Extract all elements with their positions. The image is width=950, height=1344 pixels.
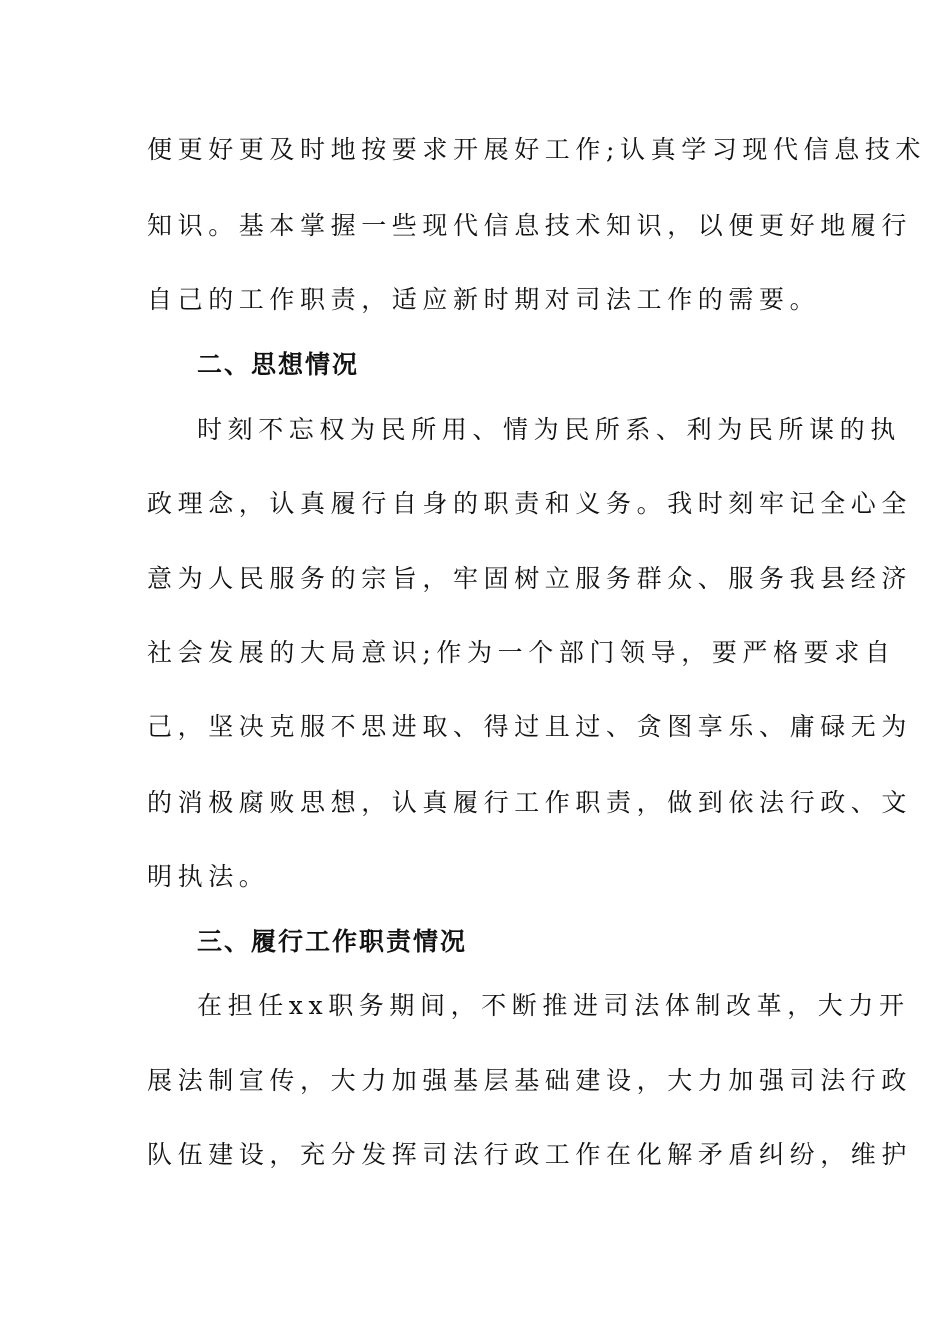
paragraph-line: 知识。基本掌握一些现代信息技术知识，以便更好地履行 <box>147 211 913 240</box>
section-heading-3: 三、履行工作职责情况 <box>197 927 468 956</box>
paragraph-line: 队伍建设，充分发挥司法行政工作在化解矛盾纠纷，维护 <box>147 1140 913 1169</box>
paragraph-line: 便更好更及时地按要求开展好工作;认真学习现代信息技术 <box>147 135 927 164</box>
paragraph-line: 己，坚决克服不思进取、得过且过、贪图享乐、庸碌无为 <box>147 712 913 741</box>
paragraph-line: 政理念，认真履行自身的职责和义务。我时刻牢记全心全 <box>147 489 913 518</box>
paragraph-line: 意为人民服务的宗旨，牢固树立服务群众、服务我县经济 <box>147 564 913 593</box>
section-heading-2: 二、思想情况 <box>197 350 360 379</box>
paragraph-line: 展法制宣传，大力加强基层基础建设，大力加强司法行政 <box>147 1066 913 1095</box>
paragraph-line: 自己的工作职责，适应新时期对司法工作的需要。 <box>147 285 821 314</box>
paragraph-line: 明执法。 <box>147 862 270 891</box>
paragraph-line: 社会发展的大局意识;作为一个部门领导，要严格要求自 <box>147 638 896 667</box>
paragraph-line: 在担任xx职务期间，不断推进司法体制改革，大力开 <box>197 991 910 1020</box>
paragraph-line: 的消极腐败思想，认真履行工作职责，做到依法行政、文 <box>147 788 913 817</box>
paragraph-line: 时刻不忘权为民所用、情为民所系、利为民所谋的执 <box>197 415 901 444</box>
